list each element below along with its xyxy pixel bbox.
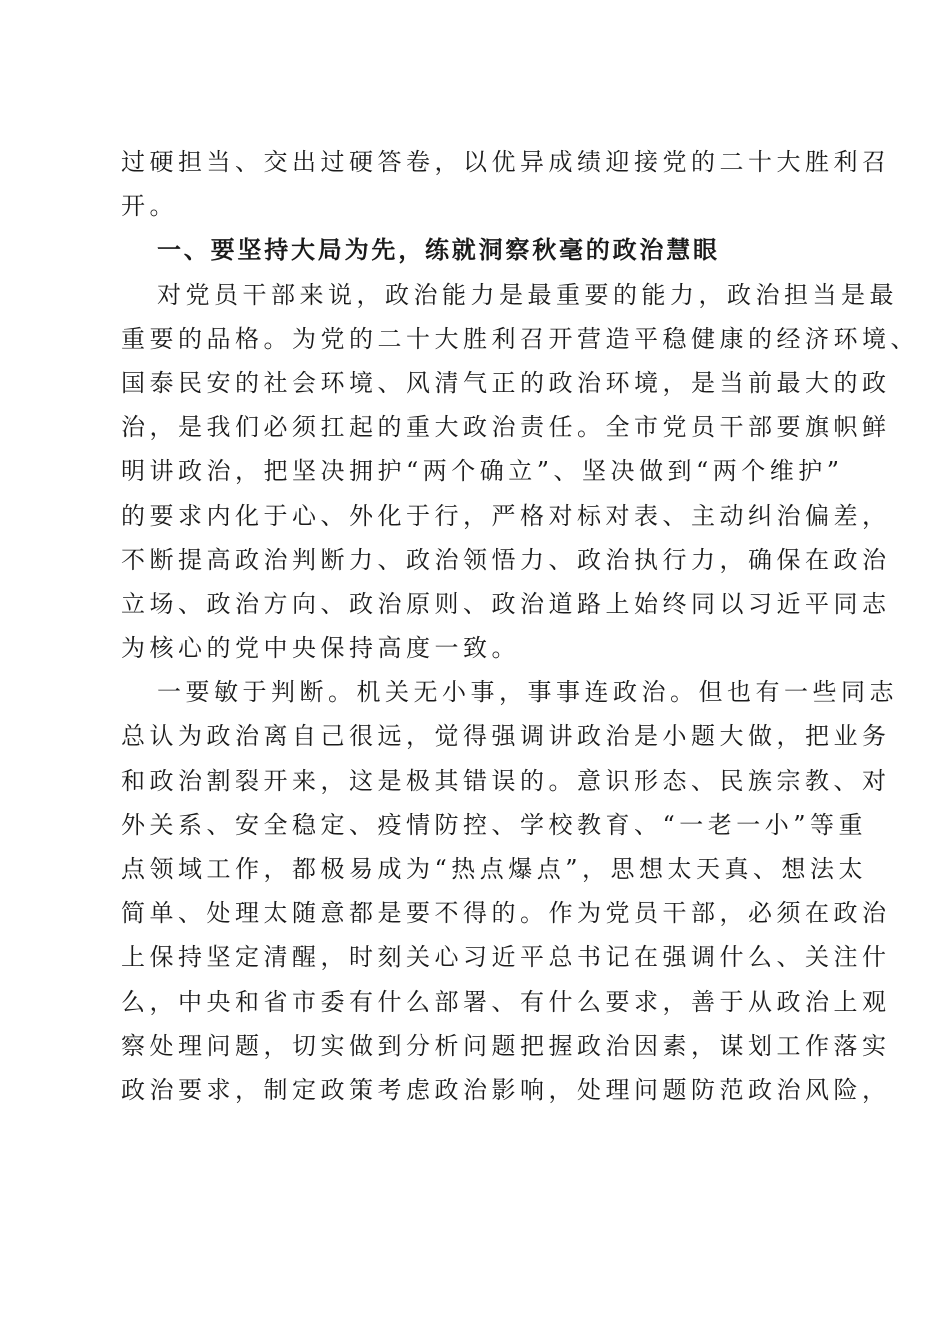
paragraph-2-line: 点领域工作，都极易成为“热点爆点”，思想太天真、想法太 (121, 855, 868, 883)
paragraph-1-line: 的要求内化于心、外化于行，严格对标对表、主动纠治偏差， (121, 501, 891, 530)
paragraph-2-line: 察处理问题，切实做到分析问题把握政治因素，谋划工作落实 (121, 1031, 891, 1060)
paragraph-2-line: 和政治割裂开来，这是极其错误的。意识形态、民族宗教、对 (121, 766, 891, 795)
paragraph-2-line: 简单、处理太随意都是要不得的。作为党员干部，必须在政治 (121, 899, 891, 928)
paragraph-2-line: 总认为政治离自己很远，觉得强调讲政治是小题大做，把业务 (121, 722, 891, 751)
paragraph-2-line: 政治要求，制定政策考虑政治影响，处理问题防范政治风险， (121, 1075, 891, 1104)
paragraph-1-line: 重要的品格。为党的二十大胜利召开营造平稳健康的经济环境、 (121, 324, 919, 353)
section-heading: 一、要坚持大局为先，练就洞察秋毫的政治慧眼 (157, 236, 720, 265)
paragraph-2-line: 一要敏于判断。机关无小事，事事连政治。但也有一些同志 (157, 678, 898, 707)
paragraph-1-line: 不断提高政治判断力、政治领悟力、政治执行力，确保在政治 (121, 545, 891, 574)
paragraph-2-line: 么，中央和省市委有什么部署、有什么要求，善于从政治上观 (121, 987, 891, 1016)
paragraph-1-line: 为核心的党中央保持高度一致。 (121, 634, 520, 663)
continuation-line-2: 开。 (121, 192, 178, 221)
continuation-line-1: 过硬担当、交出过硬答卷，以优异成绩迎接党的二十大胜利召 (121, 148, 891, 176)
paragraph-1-line: 治，是我们必须扛起的重大政治责任。全市党员干部要旗帜鲜 (121, 413, 891, 442)
paragraph-1-line: 对党员干部来说，政治能力是最重要的能力，政治担当是最 (157, 280, 898, 309)
paragraph-1-line: 明讲政治，把坚决拥护“两个确立”、坚决做到“两个维护” (121, 457, 844, 486)
paragraph-2-line: 外关系、安全稳定、疫情防控、学校教育、“一老一小”等重 (121, 810, 868, 839)
document-body (121, 140, 919, 1112)
paragraph-2-line: 上保持坚定清醒，时刻关心习近平总书记在强调什么、关注什 (121, 943, 891, 972)
paragraph-1-line: 国泰民安的社会环境、风清气正的政治环境，是当前最大的政 (121, 368, 891, 397)
paragraph-1-line: 立场、政治方向、政治原则、政治道路上始终同以习近平同志 (121, 589, 891, 618)
